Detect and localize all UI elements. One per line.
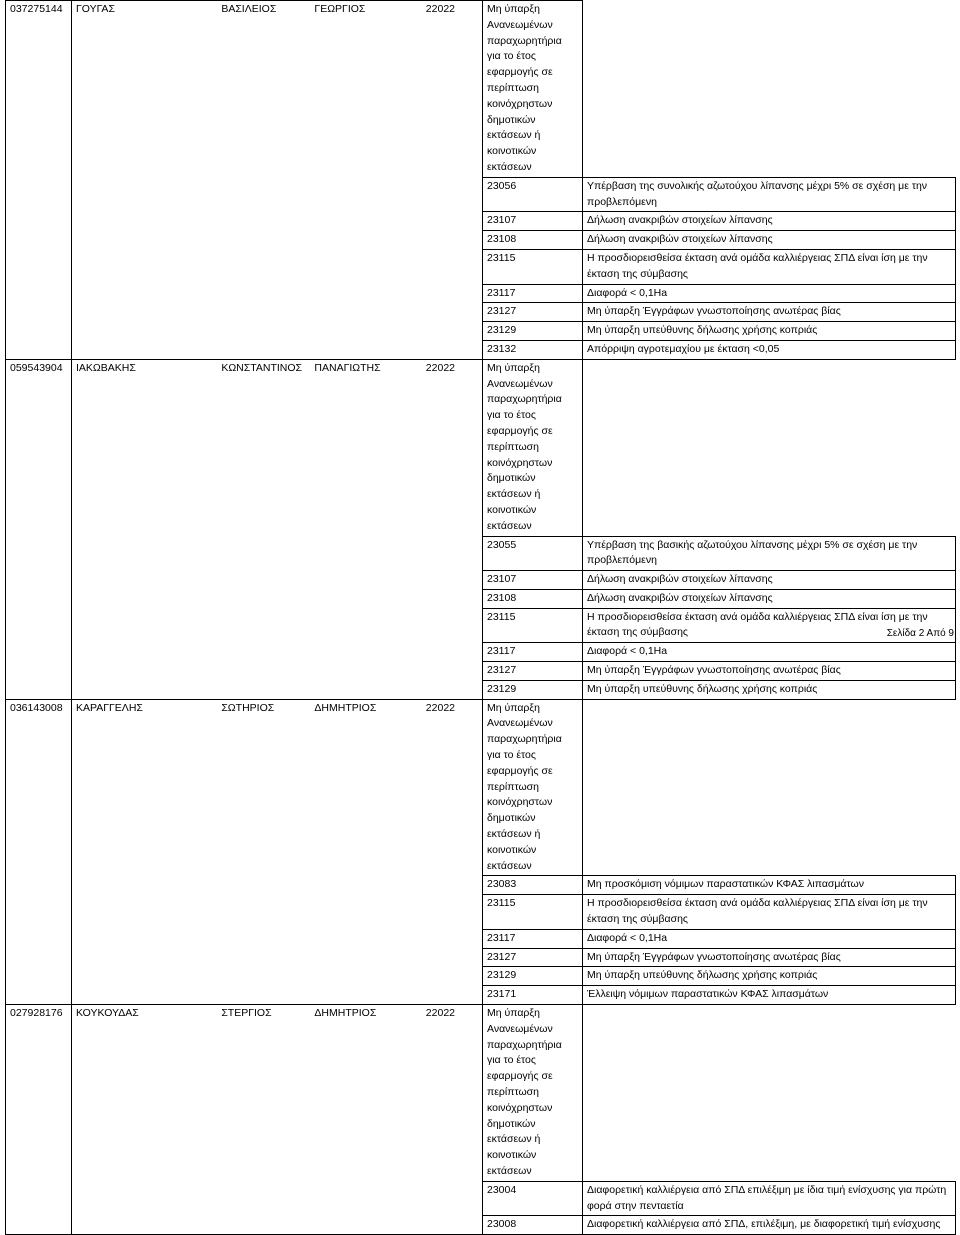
- father-name: ΓΕΩΡΓΙΟΣ: [314, 3, 366, 15]
- page-number: Σελίδα 2 Από 9: [886, 628, 954, 639]
- description-cell: Μη ύπαρξη υπεύθυνης δήλωσης χρήσης κοπριάς: [583, 680, 956, 699]
- code-cell: 23115: [483, 249, 583, 284]
- code-cell: 23004: [483, 1181, 583, 1216]
- description-cell: Μη ύπαρξη Ανανεωμένων παραχωρητήρια για το έτος εφαρμογής σε περίπτωση κοινόχρηστων δημοτικών εκτάσεων ή κοινοτικών εκτάσεων: [483, 699, 583, 876]
- last-name: ΓΟΥΓΑΣ: [76, 3, 115, 15]
- afm-cell: 036143008: [6, 699, 72, 1004]
- description-cell: Μη προσκόμιση νόμιμων παραστατικών ΚΦΑΣ λιπασμάτων: [583, 876, 956, 895]
- code-cell: 23129: [483, 322, 583, 341]
- description-cell: Μη ύπαρξη Ανανεωμένων παραχωρητήρια για το έτος εφαρμογής σε περίπτωση κοινόχρηστων δημοτικών εκτάσεων ή κοινοτικών εκτάσεων: [483, 1, 583, 178]
- producer-cell: [72, 1, 483, 360]
- table-body: [6, 1, 956, 1235]
- description-cell: Δήλωση ανακριβών στοιχείων λίπανσης: [583, 571, 956, 590]
- first-name: ΣΩΤΗΡΙΟΣ: [221, 701, 275, 714]
- last-name: ΚΑΡΑΓΓΕΛΗΣ: [76, 701, 143, 714]
- code-cell: 23127: [483, 303, 583, 322]
- last-name: ΚΟΥΚΟΥΔΑΣ: [76, 1007, 139, 1020]
- producer-cell: [72, 1005, 483, 1235]
- description-cell: Μη ύπαρξη υπεύθυνης δήλωσης χρήσης κοπριάς: [583, 967, 956, 986]
- code-cell: 23127: [483, 948, 583, 967]
- code-cell: 23171: [483, 986, 583, 1005]
- code-cell: 23107: [483, 212, 583, 231]
- description-cell: Μη ύπαρξη Έγγράφων γνωστοποίησης ανωτέρας βίας: [583, 662, 956, 681]
- code-cell: 23008: [483, 1216, 583, 1235]
- code-cell: 23129: [483, 680, 583, 699]
- afm-cell: 037275144: [6, 1, 72, 360]
- code-cell: 23107: [483, 571, 583, 590]
- code-cell: 23055: [483, 536, 583, 571]
- producer-cell: [72, 359, 483, 699]
- description-cell: Διαφορετική καλλιέργεια από ΣΠΔ, επιλέξιμη, με διαφορετική τιμή ενίσχυσης: [583, 1216, 956, 1235]
- first-name: ΚΩΝΣΤΑΝΤΙΝΟΣ: [221, 361, 303, 374]
- description-cell: Απόρριψη αγροτεμαχίου με έκταση <0,05: [583, 340, 956, 359]
- description-cell: Μη ύπαρξη Έγγράφων γνωστοποίησης ανωτέρας βίας: [583, 303, 956, 322]
- code-cell: 23083: [483, 876, 583, 895]
- afm-cell: 027928176: [6, 1005, 72, 1235]
- code-cell: 23108: [483, 231, 583, 250]
- description-cell: Η προσδιορεισθείσα έκταση ανά ομάδα καλλιέργειας ΣΠΔ είναι ίση με την έκταση της σύμβασης: [583, 895, 956, 930]
- description-cell: Μη ύπαρξη υπεύθυνης δήλωσης χρήσης κοπριάς: [583, 322, 956, 341]
- code-cell: 23115: [483, 608, 583, 643]
- code-value: 22022: [425, 361, 455, 374]
- description-cell: Μη ύπαρξη Ανανεωμένων παραχωρητήρια για το έτος εφαρμογής σε περίπτωση κοινόχρηστων δημοτικών εκτάσεων ή κοινοτικών εκτάσεων: [483, 359, 583, 536]
- code-cell: 23056: [483, 177, 583, 212]
- father-name: ΔΗΜΗΤΡΙΟΣ: [314, 1007, 377, 1020]
- description-cell: Η προσδιορεισθείσα έκταση ανά ομάδα καλλιέργειας ΣΠΔ είναι ίση με την έκταση της σύμβασης: [583, 608, 956, 643]
- description-cell: Δήλωση ανακριβών στοιχείων λίπανσης: [583, 212, 956, 231]
- table-row: [6, 699, 956, 876]
- code-cell: 23117: [483, 643, 583, 662]
- description-cell: Δήλωση ανακριβών στοιχείων λίπανσης: [583, 231, 956, 250]
- first-name: ΒΑΣΙΛΕΙΟΣ: [221, 3, 277, 15]
- description-cell: Μη ύπαρξη Ανανεωμένων παραχωρητήρια για το έτος εφαρμογής σε περίπτωση κοινόχρηστων δημοτικών εκτάσεων ή κοινοτικών εκτάσεων: [483, 1005, 583, 1182]
- code-cell: 23127: [483, 662, 583, 681]
- code-cell: 23115: [483, 895, 583, 930]
- last-name: ΙΑΚΩΒΑΚΗΣ: [76, 361, 136, 374]
- code-cell: 23108: [483, 589, 583, 608]
- description-cell: Έλλειψη νόμιμων παραστατικών ΚΦΑΣ λιπασμάτων: [583, 986, 956, 1005]
- table-row: [6, 1005, 956, 1182]
- description-cell: Μη ύπαρξη Έγγράφων γνωστοποίησης ανωτέρας βίας: [583, 948, 956, 967]
- code-cell: 23117: [483, 284, 583, 303]
- description-cell: Η προσδιορεισθείσα έκταση ανά ομάδα καλλιέργειας ΣΠΔ είναι ίση με την έκταση της σύμβασης: [583, 249, 956, 284]
- afm-cell: 059543904: [6, 359, 72, 699]
- description-cell: Διαφορετική καλλιέργεια από ΣΠΔ επιλέξιμη με ίδια τιμή ενίσχυσης για πρώτη φορά στην πενταετία: [583, 1181, 956, 1216]
- description-cell: Διαφορά < 0,1Ha: [583, 643, 956, 662]
- description-cell: Δήλωση ανακριβών στοιχείων λίπανσης: [583, 589, 956, 608]
- father-name: ΠΑΝΑΓΙΩΤΗΣ: [314, 361, 381, 374]
- code-value: 22022: [425, 3, 455, 15]
- description-cell: Υπέρβαση της βασικής αζωτούχου λίπανσης μέχρι 5% σε σχέση με την προβλεπόμενη: [583, 536, 956, 571]
- code-cell: 23129: [483, 967, 583, 986]
- table-row: [6, 359, 956, 536]
- code-value: 22022: [425, 701, 455, 714]
- table-row: [6, 1, 956, 178]
- code-cell: 23132: [483, 340, 583, 359]
- description-cell: Διαφορά < 0,1Ha: [583, 929, 956, 948]
- code-cell: 23117: [483, 929, 583, 948]
- description-cell: Υπέρβαση της συνολικής αζωτούχου λίπανσης μέχρι 5% σε σχέση με την προβλεπόμενη: [583, 177, 956, 212]
- description-cell: Διαφορά < 0,1Ha: [583, 284, 956, 303]
- penalty-codes-table: [5, 0, 956, 1235]
- producer-cell: [72, 699, 483, 1004]
- father-name: ΔΗΜΗΤΡΙΟΣ: [314, 701, 377, 714]
- code-value: 22022: [425, 1007, 455, 1020]
- first-name: ΣΤΕΡΓΙΟΣ: [221, 1007, 272, 1020]
